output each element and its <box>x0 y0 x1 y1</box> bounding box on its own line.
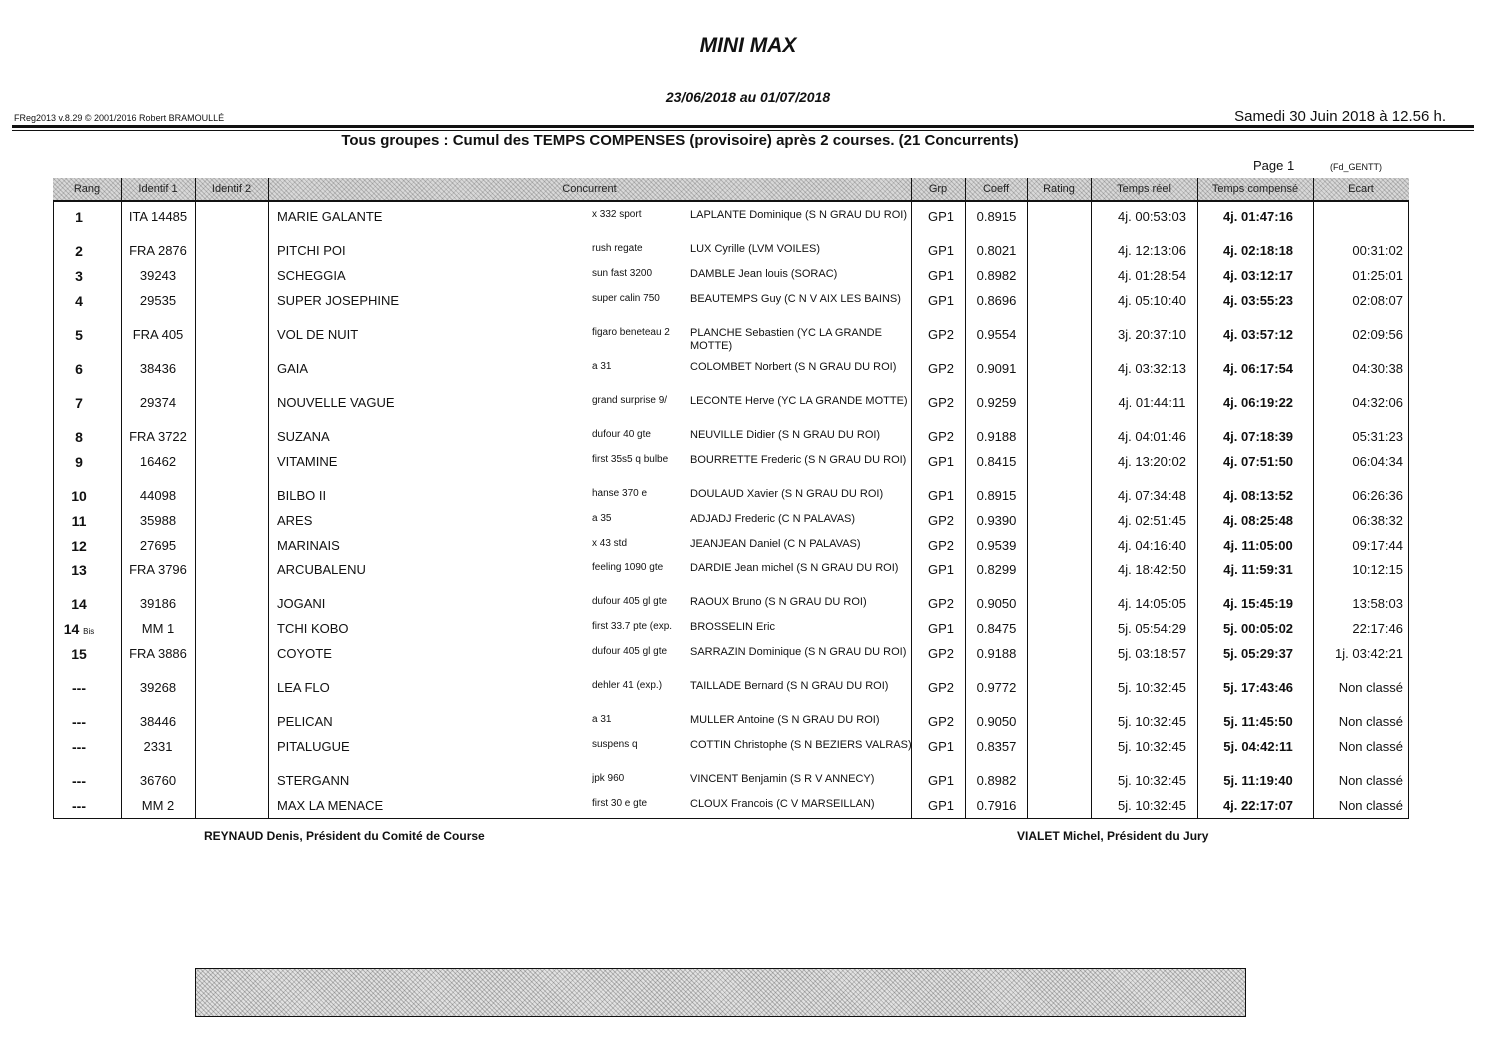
rank-value: 8 <box>75 429 83 445</box>
group: GP1 <box>927 562 954 577</box>
real-time: 4j. 04:01:46 <box>1118 429 1186 444</box>
stamp-area <box>195 968 1246 1017</box>
real-time: 4j. 01:28:54 <box>1118 268 1186 283</box>
boat-name: JOGANI <box>277 596 326 611</box>
coefficient: 0.8357 <box>976 739 1017 754</box>
signature-race-committee: REYNAUD Denis, Président du Comité de Course <box>204 829 485 843</box>
sail-number: ITA 14485 <box>128 209 188 224</box>
coefficient: 0.9050 <box>976 714 1017 729</box>
sail-number: FRA 3886 <box>129 646 187 661</box>
skipper: CLOUX Francois (C V MARSEILLAN) <box>690 798 875 810</box>
group: GP2 <box>927 680 954 695</box>
real-time: 4j. 02:51:45 <box>1118 513 1186 528</box>
corrected-time: 5j. 00:05:02 <box>1222 621 1294 636</box>
real-time: 3j. 20:37:10 <box>1118 327 1186 342</box>
sail-number: 39243 <box>139 268 177 283</box>
boat-type: rush regate <box>592 243 643 254</box>
boat-name: MARINAIS <box>277 538 340 553</box>
boat-name: SUPER JOSEPHINE <box>277 293 400 308</box>
sail-number: FRA 3722 <box>129 429 187 444</box>
skipper: DAMBLE Jean louis (SORAC) <box>690 268 838 280</box>
rank-value: --- <box>72 680 86 696</box>
group: GP1 <box>927 773 954 788</box>
column-divider <box>1091 178 1092 819</box>
boat-type: a 35 <box>592 513 612 524</box>
corrected-time: 4j. 07:18:39 <box>1222 429 1294 444</box>
boat-name: NOUVELLE VAGUE <box>277 395 395 410</box>
coefficient: 0.9539 <box>976 538 1017 553</box>
boat-name: PITALUGUE <box>277 739 350 754</box>
rank-value: 14 <box>63 621 80 637</box>
rank-value: 3 <box>75 268 83 284</box>
rank-value: --- <box>72 773 86 789</box>
skipper: NEUVILLE Didier (S N GRAU DU ROI) <box>690 429 881 441</box>
skipper: COLOMBET Norbert (S N GRAU DU ROI) <box>690 361 897 373</box>
boat-name: ARCUBALENU <box>277 562 366 577</box>
rank-value: --- <box>72 739 86 755</box>
header-rule <box>12 125 1474 128</box>
rank <box>61 361 97 377</box>
boat-name: VITAMINE <box>277 454 338 469</box>
corrected-time: 5j. 11:19:40 <box>1223 773 1293 788</box>
corrected-time: 5j. 05:29:37 <box>1222 646 1294 661</box>
boat-type: super calin 750 <box>592 293 660 304</box>
corrected-time: 4j. 22:17:07 <box>1222 798 1294 813</box>
skipper: RAOUX Bruno (S N GRAU DU ROI) <box>690 596 867 608</box>
gap: 05:31:23 <box>1352 429 1403 444</box>
print-timestamp: Samedi 30 Juin 2018 à 12.56 h. <box>1234 108 1446 125</box>
rank <box>61 488 97 504</box>
boat-name: SUZANA <box>277 429 330 444</box>
sail-number: 16462 <box>139 454 177 469</box>
boat-type: first 33.7 pte (exp. <box>592 621 673 632</box>
rank <box>61 454 97 470</box>
coefficient: 0.9772 <box>976 680 1017 695</box>
sail-number: 35988 <box>139 513 177 528</box>
boat-type: figaro beneteau 2 <box>592 327 670 338</box>
rank <box>61 562 97 578</box>
rank-value: 1 <box>75 209 83 225</box>
skipper: BROSSELIN Eric <box>690 621 775 633</box>
sail-number: FRA 405 <box>132 327 184 342</box>
skipper: BEAUTEMPS Guy (C N V AIX LES BAINS) <box>690 293 901 305</box>
group: GP1 <box>927 454 954 469</box>
sail-number: 2331 <box>143 739 173 754</box>
gap: 02:09:56 <box>1352 327 1403 342</box>
boat-name: PITCHI POI <box>277 243 346 258</box>
boat-name: MARIE GALANTE <box>277 209 383 224</box>
corrected-time: 4j. 03:57:12 <box>1222 327 1294 342</box>
rank-value: 9 <box>75 454 83 470</box>
gap: Non classé <box>1338 739 1403 754</box>
real-time: 4j. 04:16:40 <box>1118 538 1186 553</box>
corrected-time: 4j. 06:17:54 <box>1222 361 1294 376</box>
group: GP2 <box>927 395 954 410</box>
skipper: TAILLADE Bernard (S N GRAU DU ROI) <box>690 680 889 692</box>
rank <box>61 327 97 343</box>
corrected-time: 5j. 11:45:50 <box>1223 714 1293 729</box>
rank <box>61 714 97 730</box>
skipper: SARRAZIN Dominique (S N GRAU DU ROI) <box>690 646 907 658</box>
coefficient: 0.7916 <box>976 798 1017 813</box>
skipper: BOURRETTE Frederic (S N GRAU DU ROI) <box>690 454 907 466</box>
rank <box>61 209 97 225</box>
boat-type: first 35s5 q bulbe <box>592 454 669 465</box>
coefficient: 0.9188 <box>976 646 1017 661</box>
rank <box>61 739 97 755</box>
corrected-time: 4j. 07:51:50 <box>1222 454 1294 469</box>
gap: 10:12:15 <box>1352 562 1403 577</box>
real-time: 4j. 05:10:40 <box>1118 293 1186 308</box>
boat-type: dufour 405 gl gte <box>592 596 668 607</box>
gap: 09:17:44 <box>1352 538 1403 553</box>
corrected-time: 4j. 08:25:48 <box>1222 513 1294 528</box>
sail-number: FRA 3796 <box>129 562 187 577</box>
skipper: VINCENT Benjamin (S R V ANNECY) <box>690 773 875 785</box>
gap: 06:38:32 <box>1352 513 1403 528</box>
group: GP1 <box>927 268 954 283</box>
gap: 00:31:02 <box>1352 243 1403 258</box>
rank <box>61 429 97 445</box>
sail-number: 39268 <box>139 680 177 695</box>
real-time: 5j. 10:32:45 <box>1118 714 1186 729</box>
group: GP1 <box>927 209 954 224</box>
sail-number: 36760 <box>139 773 177 788</box>
group: GP1 <box>927 293 954 308</box>
software-credit: FReg2013 v.8.29 © 2001/2016 Robert BRAMOULLÉ <box>14 113 225 123</box>
sail-number: 39186 <box>139 596 177 611</box>
real-time: 4j. 01:44:11 <box>1118 395 1186 410</box>
real-time: 5j. 05:54:29 <box>1118 621 1186 636</box>
coefficient: 0.9091 <box>976 361 1017 376</box>
rank <box>61 646 97 662</box>
corrected-time: 4j. 11:05:00 <box>1223 538 1293 553</box>
rank <box>61 293 97 309</box>
col-header-ecart: Ecart <box>1348 183 1374 195</box>
boat-type: a 31 <box>592 714 612 725</box>
col-header-grp: Grp <box>928 183 948 195</box>
corrected-time: 5j. 17:43:46 <box>1222 680 1294 695</box>
corrected-time: 4j. 02:18:18 <box>1222 243 1294 258</box>
sail-number: 38446 <box>139 714 177 729</box>
real-time: 5j. 10:32:45 <box>1118 798 1186 813</box>
group: GP2 <box>927 596 954 611</box>
boat-name: GAIA <box>277 361 309 376</box>
group: GP1 <box>927 621 954 636</box>
column-divider <box>195 178 196 819</box>
col-header-rang: Rang <box>73 183 101 195</box>
boat-name: VOL DE NUIT <box>277 327 359 342</box>
col-header-ident2: Identif 2 <box>211 183 252 195</box>
rank-value: 12 <box>71 538 87 554</box>
col-header-concurrent: Concurrent <box>562 183 617 195</box>
signature-jury: VIALET Michel, Président du Jury <box>1017 829 1209 843</box>
group: GP1 <box>927 488 954 503</box>
corrected-time: 4j. 11:59:31 <box>1223 562 1293 577</box>
real-time: 4j. 14:05:05 <box>1118 596 1186 611</box>
gap: 1j. 03:42:21 <box>1335 646 1403 661</box>
sail-number: 29535 <box>139 293 177 308</box>
sail-number: MM 1 <box>141 621 175 636</box>
document-title: MINI MAX <box>699 34 797 57</box>
rank <box>61 680 97 696</box>
corrected-time: 4j. 08:13:52 <box>1222 488 1294 503</box>
corrected-time: 4j. 06:19:22 <box>1222 395 1294 410</box>
gap: 01:25:01 <box>1352 268 1403 283</box>
rank <box>61 621 97 637</box>
coefficient: 0.9188 <box>976 429 1017 444</box>
gap: Non classé <box>1338 714 1403 729</box>
real-time: 4j. 13:20:02 <box>1118 454 1186 469</box>
boat-name: BILBO II <box>277 488 327 503</box>
skipper: JEANJEAN Daniel (C N PALAVAS) <box>690 538 861 550</box>
corrected-time: 5j. 04:42:11 <box>1223 739 1293 754</box>
event-dates: 23/06/2018 au 01/07/2018 <box>665 89 831 105</box>
boat-name: PELICAN <box>277 714 333 729</box>
rank <box>61 395 97 411</box>
group: GP2 <box>927 429 954 444</box>
coefficient: 0.9390 <box>976 513 1017 528</box>
group: GP2 <box>927 538 954 553</box>
sail-number: 29374 <box>139 395 177 410</box>
coefficient: 0.9554 <box>976 327 1017 342</box>
coefficient: 0.8982 <box>976 773 1017 788</box>
sail-number: 38436 <box>139 361 177 376</box>
skipper: PLANCHE Sebastien (YC LA GRANDE MOTTE) <box>690 327 882 352</box>
coefficient: 0.8475 <box>976 621 1017 636</box>
coefficient: 0.8915 <box>976 209 1017 224</box>
real-time: 5j. 10:32:45 <box>1118 773 1186 788</box>
boat-type: dufour 405 gl gte <box>592 646 668 657</box>
boat-type: x 332 sport <box>592 209 642 220</box>
boat-type: dehler 41 (exp.) <box>592 680 663 691</box>
boat-name: COYOTE <box>277 646 332 661</box>
boat-type: a 31 <box>592 361 612 372</box>
boat-type: feeling 1090 gte <box>592 562 664 573</box>
rank-value: 11 <box>71 513 87 529</box>
corrected-time: 4j. 03:55:23 <box>1222 293 1294 308</box>
group: GP2 <box>927 714 954 729</box>
skipper: COTTIN Christophe (S N BEZIERS VALRAS) <box>690 739 912 751</box>
gap: Non classé <box>1338 798 1403 813</box>
gap: Non classé <box>1338 680 1403 695</box>
rank-bis: Bis <box>83 627 95 636</box>
gap: 02:08:07 <box>1352 293 1403 308</box>
col-header-temps-reel: Temps réel <box>1117 183 1171 195</box>
col-header-ident1: Identif 1 <box>138 183 178 195</box>
boat-type: hanse 370 e <box>592 488 648 499</box>
real-time: 4j. 18:42:50 <box>1118 562 1186 577</box>
real-time: 4j. 03:32:13 <box>1118 361 1186 376</box>
rank-value: 10 <box>71 488 87 504</box>
boat-type: suspens q <box>592 739 638 750</box>
real-time: 4j. 00:53:03 <box>1118 209 1186 224</box>
coefficient: 0.8982 <box>976 268 1017 283</box>
col-header-coeff: Coeff <box>982 183 1010 195</box>
sail-number: 44098 <box>139 488 177 503</box>
skipper: ADJADJ Frederic (C N PALAVAS) <box>690 513 856 525</box>
sail-number: MM 2 <box>141 798 175 813</box>
rank-value: 4 <box>75 293 83 309</box>
corrected-time: 4j. 15:45:19 <box>1222 596 1294 611</box>
column-divider <box>965 178 966 819</box>
gap: 04:32:06 <box>1352 395 1403 410</box>
gap: 13:58:03 <box>1352 596 1403 611</box>
group: GP2 <box>927 646 954 661</box>
group: GP1 <box>927 739 954 754</box>
header-rule-thin <box>12 130 1474 131</box>
boat-type: jpk 960 <box>592 773 625 784</box>
boat-type: x 43 std <box>592 538 628 549</box>
rank-value: 13 <box>71 562 87 578</box>
skipper: DOULAUD Xavier (S N GRAU DU ROI) <box>690 488 884 500</box>
rank-value: 6 <box>75 361 83 377</box>
gap: 06:26:36 <box>1352 488 1403 503</box>
sail-number: FRA 2876 <box>129 243 187 258</box>
boat-name: ARES <box>277 513 313 528</box>
skipper: LUX Cyrille (LVM VOILES) <box>690 243 820 255</box>
real-time: 5j. 03:18:57 <box>1118 646 1186 661</box>
boat-name: SCHEGGIA <box>277 268 346 283</box>
boat-type: grand surprise 9/ <box>592 395 668 406</box>
rank-value: 5 <box>75 327 83 343</box>
boat-type: sun fast 3200 <box>592 268 653 279</box>
real-time: 4j. 07:34:48 <box>1118 488 1186 503</box>
boat-name: LEA FLO <box>277 680 330 695</box>
rank <box>61 798 97 814</box>
gap: 22:17:46 <box>1352 621 1403 636</box>
sail-number: 27695 <box>139 538 177 553</box>
real-time: 5j. 10:32:45 <box>1118 739 1186 754</box>
gap: Non classé <box>1338 773 1403 788</box>
table-header <box>53 178 1409 202</box>
boat-name: TCHI KOBO <box>277 621 349 636</box>
rank-value: 2 <box>75 243 83 259</box>
coefficient: 0.9050 <box>976 596 1017 611</box>
rank-value: 7 <box>75 395 83 411</box>
rank <box>61 596 97 612</box>
coefficient: 0.8415 <box>976 454 1017 469</box>
corrected-time: 4j. 03:12:17 <box>1222 268 1294 283</box>
boat-type: first 30 e gte <box>592 798 648 809</box>
column-divider <box>268 178 269 819</box>
skipper: MULLER Antoine (S N GRAU DU ROI) <box>690 714 880 726</box>
group: GP2 <box>927 327 954 342</box>
real-time: 5j. 10:32:45 <box>1118 680 1186 695</box>
gap: 06:04:34 <box>1352 454 1403 469</box>
group: GP2 <box>927 361 954 376</box>
coefficient: 0.8299 <box>976 562 1017 577</box>
rank <box>61 513 97 529</box>
group: GP1 <box>927 243 954 258</box>
skipper: LECONTE Herve (YC LA GRANDE MOTTE) <box>690 395 908 407</box>
rank <box>61 538 97 554</box>
skipper: LAPLANTE Dominique (S N GRAU DU ROI) <box>690 209 907 221</box>
boat-name: MAX LA MENACE <box>277 798 384 813</box>
results-subtitle: Tous groupes : Cumul des TEMPS COMPENSES (provisoire) après 2 courses. (21 Concurrents) <box>341 132 1019 149</box>
rank-value: 15 <box>71 646 87 662</box>
rank-value: --- <box>72 798 86 814</box>
rank <box>61 773 97 789</box>
rank <box>61 268 97 284</box>
coefficient: 0.8696 <box>976 293 1017 308</box>
gap: 04:30:38 <box>1352 361 1403 376</box>
corrected-time: 4j. 01:47:16 <box>1222 209 1294 224</box>
coefficient: 0.9259 <box>976 395 1017 410</box>
column-divider <box>121 178 122 819</box>
col-header-rating: Rating <box>1043 183 1075 195</box>
rank-value: --- <box>72 714 86 730</box>
group: GP1 <box>927 798 954 813</box>
group: GP2 <box>927 513 954 528</box>
page-number: Page 1 <box>1253 158 1295 173</box>
boat-type: dufour 40 gte <box>592 429 651 440</box>
skipper: DARDIE Jean michel (S N GRAU DU ROI) <box>690 562 899 574</box>
real-time: 4j. 12:13:06 <box>1118 243 1186 258</box>
form-code: (Fd_GENTT) <box>1330 162 1383 172</box>
column-divider <box>1027 178 1028 819</box>
rank <box>61 243 97 259</box>
coefficient: 0.8915 <box>976 488 1017 503</box>
boat-name: STERGANN <box>277 773 350 788</box>
rank-value: 14 <box>71 596 87 612</box>
coefficient: 0.8021 <box>976 243 1017 258</box>
col-header-temps-compense: Temps compensé <box>1211 183 1299 195</box>
